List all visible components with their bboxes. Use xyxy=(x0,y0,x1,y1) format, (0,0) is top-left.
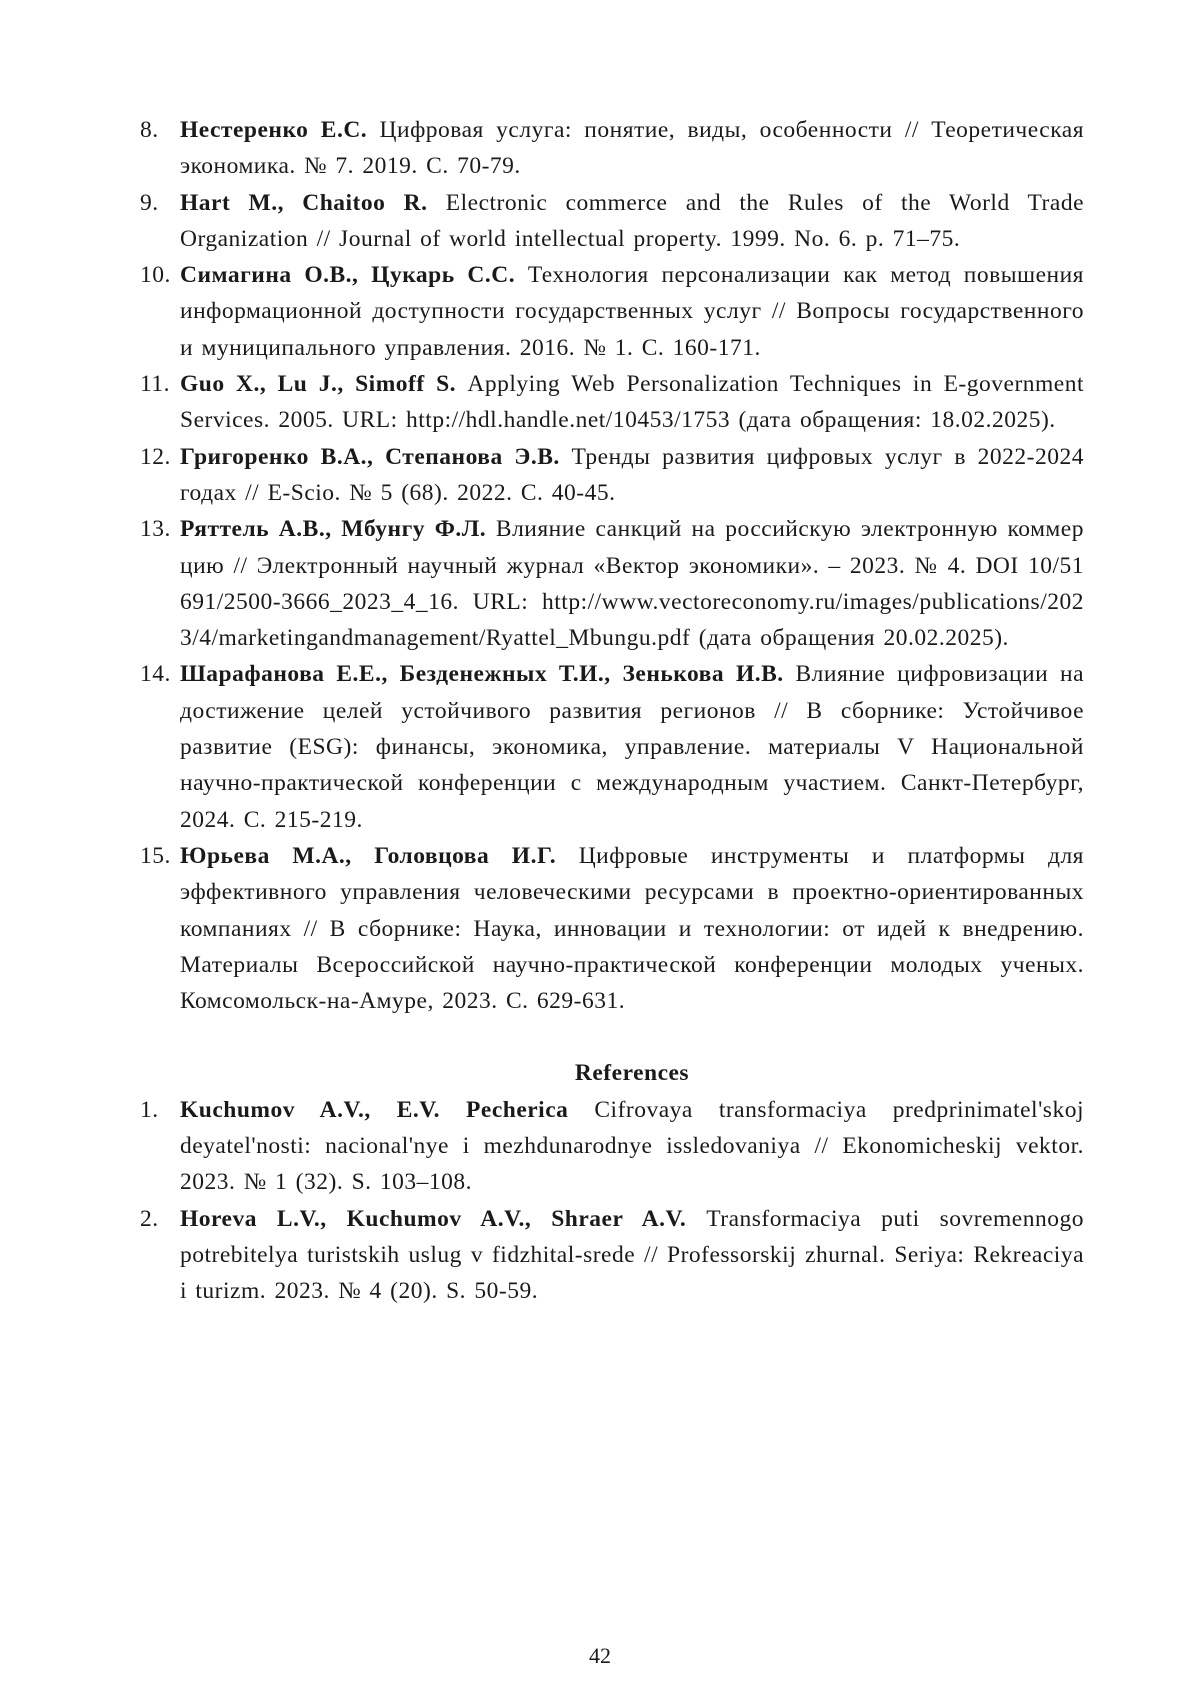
reference-number: 11. xyxy=(140,371,171,398)
reference-text: Влияние цифровизации на достижение целей устойчивого развития регионов // В сборнике: Устойчивое развитие (ESG): финансы, экономика, управление. материалы V Национальной научно-практической конференции с международным участием. Санкт-Петербург, 2024. С. 215-219. xyxy=(180,661,1085,833)
reference-item-9 xyxy=(140,185,1084,258)
reference-item-14 xyxy=(140,656,1084,837)
reference-authors: Симагина О.В., Цукарь С.С. xyxy=(180,262,528,289)
references-heading: References xyxy=(574,1060,690,1087)
reference-text: Cifrovaya transformaciya predprinimatel'skoj deyatel'nosti: nacional'nye i mezhdunarodnye issledovaniya // Ekonomicheskij vektor. 2023. № 1 (32). S. 103–108. xyxy=(180,1096,1084,1196)
reference-item-8 xyxy=(140,112,1084,185)
reference-number: 10. xyxy=(140,262,171,289)
reference-authors: Юрьева М.А., Головцова И.Г. xyxy=(180,842,579,869)
reference-item-13 xyxy=(140,511,1084,656)
reference-text: Applying Web Personalization Techniques in E-government Services. 2005. URL: http://hdl.handle.net/10453/1753 (дата обращения: 18.02.2025). xyxy=(180,371,1085,434)
reference-item-10 xyxy=(140,257,1084,366)
reference-authors: Ряттель А.В., Мбунгу Ф.Л. xyxy=(180,516,496,543)
reference-authors: Григоренко В.А., Степанова Э.В. xyxy=(180,443,572,470)
reference-number: 2. xyxy=(140,1205,159,1232)
reference-number: 9. xyxy=(140,189,159,216)
reference-authors: Hart M., Chaitoo R. xyxy=(180,189,446,216)
reference-text: Технология персонализации как метод повышения информационной доступности государственных услуг // Вопросы государственного и муниципального управления. 2016. № 1. С. 160-171. xyxy=(180,262,1084,361)
reference-text: Тренды развития цифровых услуг в 2022-2024 годах // E-Scio. № 5 (68). 2022. С. 40-45. xyxy=(180,443,1084,506)
reference-text: Transformaciya puti sovremennogo potrebitelya turistskih uslug v fidzhital-srede // Professorskij zhurnal. Seriya: Rekreaciya i turizm. 2023. № 4 (20). S. 50-59. xyxy=(180,1205,1084,1305)
reference-list xyxy=(140,112,1084,1310)
reference-text: Electronic commerce and the Rules of the World Trade Organization // Journal of world intellectual property. 1999. No. 6. p. 71–75. xyxy=(180,189,1084,252)
reference-authors: Нестеренко Е.С. xyxy=(180,117,380,143)
reference-number: 15. xyxy=(140,842,171,869)
reference-number: 8. xyxy=(140,117,159,143)
reference-text: Цифровая услуга: понятие, виды, особенности // Теоретическая экономика. № 7. 2019. С. 70-79. xyxy=(180,117,1084,180)
reference-text: Влияние санкций на российскую электронную коммерцию // Электронный научный журнал «Вектор экономики». – 2023. № 4. DOI 10/51691/2500-3666_2023_4_16. URL: http://www.vectoreconomy.ru/images/publications/2023/4/marketingandmanagement/Ryattel_Mbungu.pdf (дата обращения 20.02.2025). xyxy=(180,516,1084,652)
reference-item-12 xyxy=(140,439,1084,512)
reference-number: 13. xyxy=(140,516,171,543)
reference-number: 12. xyxy=(140,443,171,470)
reference-authors: Horeva L.V., Kuchumov A.V., Shraer A.V. xyxy=(180,1205,707,1232)
reference-item-11 xyxy=(140,366,1084,439)
reference-authors: Guo X., Lu J., Simoff S. xyxy=(180,371,468,398)
reference-item-en-2 xyxy=(140,1201,1084,1310)
reference-text: Цифровые инструменты и платформы для эффективного управления человеческими ресурсами в проектно-ориентированных компаниях // В сборнике: Наука, инновации и технологии: от идей к внедрению. Материалы Всероссийской научно-практической конференции молодых ученых. Комсомольск-на-Амуре, 2023. С. 629-631. xyxy=(180,842,1084,1015)
page-number: 42 xyxy=(589,1643,611,1668)
reference-number: 1. xyxy=(140,1096,159,1123)
reference-item-en-1 xyxy=(140,1092,1084,1201)
reference-authors: Шарафанова Е.Е., Безденежных Т.И., Зенькова И.В. xyxy=(180,661,796,688)
reference-item-15 xyxy=(140,838,1084,1019)
reference-authors: Kuchumov A.V., E.V. Pecherica xyxy=(180,1096,595,1123)
reference-number: 14. xyxy=(140,661,171,688)
